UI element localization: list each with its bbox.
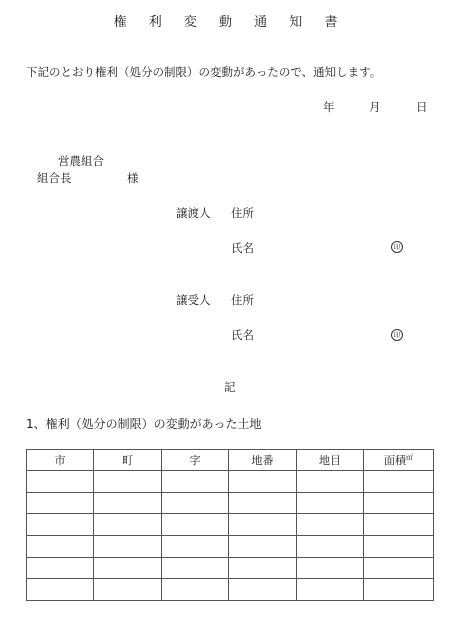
cell-lot-number[interactable] bbox=[229, 471, 297, 493]
transferor-seal-mark: 印 bbox=[391, 241, 403, 253]
addressee-org: 営農組合 bbox=[58, 154, 104, 168]
cell-area[interactable] bbox=[364, 514, 434, 536]
cell-aza[interactable] bbox=[162, 557, 229, 579]
transferor-address-label: 住所 bbox=[231, 206, 254, 220]
cell-area[interactable] bbox=[364, 557, 434, 579]
cell-land-category[interactable] bbox=[297, 471, 364, 493]
transferor-label: 譲渡人 bbox=[176, 206, 211, 220]
header-lot-number: 地番 bbox=[229, 450, 297, 471]
cell-area[interactable] bbox=[364, 535, 434, 557]
header-area-label: 面積 bbox=[384, 454, 406, 467]
table-row bbox=[27, 471, 434, 493]
cell-aza[interactable] bbox=[162, 535, 229, 557]
transferee-label: 譲受人 bbox=[176, 293, 211, 307]
cell-town[interactable] bbox=[94, 579, 162, 601]
addressee-position: 組合長 bbox=[37, 171, 72, 185]
table-row bbox=[27, 579, 434, 601]
cell-city[interactable] bbox=[27, 557, 94, 579]
cell-aza[interactable] bbox=[162, 492, 229, 514]
cell-area[interactable] bbox=[364, 579, 434, 601]
cell-lot-number[interactable] bbox=[229, 557, 297, 579]
cell-aza[interactable] bbox=[162, 514, 229, 536]
land-table bbox=[26, 449, 434, 601]
cell-city[interactable] bbox=[27, 471, 94, 493]
intro-text: 下記のとおり権利（処分の制限）の変動があったので、通知します。 bbox=[26, 65, 382, 79]
transferee-seal-mark: 印 bbox=[391, 329, 403, 341]
transferee-name-label: 氏名 bbox=[231, 328, 254, 342]
transferor-name-label: 氏名 bbox=[231, 241, 254, 255]
header-area-unit: ㎡ bbox=[406, 453, 413, 462]
cell-city[interactable] bbox=[27, 579, 94, 601]
cell-area[interactable] bbox=[364, 492, 434, 514]
table-header-row bbox=[27, 450, 434, 471]
table-row bbox=[27, 557, 434, 579]
cell-city[interactable] bbox=[27, 514, 94, 536]
cell-city[interactable] bbox=[27, 492, 94, 514]
cell-land-category[interactable] bbox=[297, 535, 364, 557]
date-month-label: 月 bbox=[369, 100, 381, 114]
header-city: 市 bbox=[27, 450, 94, 471]
header-land-category: 地目 bbox=[297, 450, 364, 471]
cell-lot-number[interactable] bbox=[229, 535, 297, 557]
cell-town[interactable] bbox=[94, 535, 162, 557]
cell-lot-number[interactable] bbox=[229, 492, 297, 514]
cell-town[interactable] bbox=[94, 557, 162, 579]
header-aza: 字 bbox=[162, 450, 229, 471]
cell-land-category[interactable] bbox=[297, 492, 364, 514]
addressee-honorific: 様 bbox=[127, 171, 139, 185]
cell-land-category[interactable] bbox=[297, 514, 364, 536]
header-area bbox=[364, 450, 434, 471]
section-1-heading: 1、権利（処分の制限）の変動があった土地 bbox=[26, 417, 262, 431]
date-year-label: 年 bbox=[323, 100, 335, 114]
table-row bbox=[27, 535, 434, 557]
header-town: 町 bbox=[94, 450, 162, 471]
ki-heading: 記 bbox=[224, 380, 236, 394]
cell-town[interactable] bbox=[94, 492, 162, 514]
cell-aza[interactable] bbox=[162, 579, 229, 601]
cell-aza[interactable] bbox=[162, 471, 229, 493]
cell-land-category[interactable] bbox=[297, 579, 364, 601]
table-row bbox=[27, 514, 434, 536]
transferee-address-label: 住所 bbox=[231, 293, 254, 307]
cell-area[interactable] bbox=[364, 471, 434, 493]
cell-town[interactable] bbox=[94, 471, 162, 493]
table-row bbox=[27, 492, 434, 514]
document-title: 権 利 変 動 通 知 書 bbox=[113, 15, 347, 30]
cell-lot-number[interactable] bbox=[229, 514, 297, 536]
cell-town[interactable] bbox=[94, 514, 162, 536]
cell-lot-number[interactable] bbox=[229, 579, 297, 601]
date-day-label: 日 bbox=[416, 100, 428, 114]
cell-land-category[interactable] bbox=[297, 557, 364, 579]
cell-city[interactable] bbox=[27, 535, 94, 557]
